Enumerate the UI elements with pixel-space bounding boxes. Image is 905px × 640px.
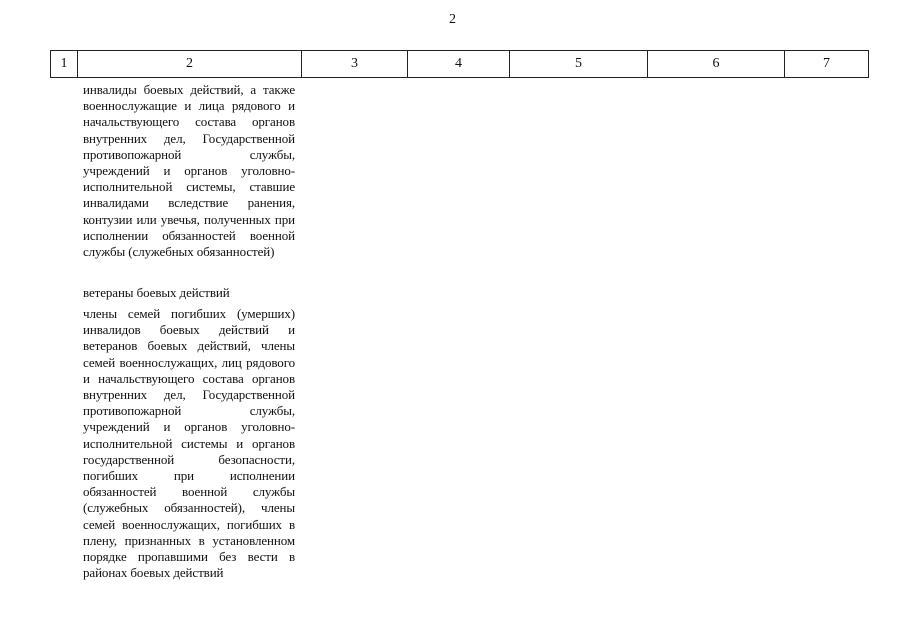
column-header-4: 4	[408, 51, 510, 78]
category-combat-veterans: ветераны боевых действий	[83, 285, 230, 300]
column-number-header-table	[50, 50, 869, 78]
column-header-6: 6	[648, 51, 785, 78]
column-header-5: 5	[510, 51, 648, 78]
page-number: 2	[449, 12, 456, 27]
header-row	[51, 51, 869, 78]
category-disabled-combat-veterans: инвалиды боевых действий, а также военнослужащие и лица рядового и начальствующего состава органов внутренних дел, Государственной противопожарной службы, учреждений и органов уголовно-исполнительной системы, ставшие инвалидами вследствие ранения, контузии или увечья, полученных при исполнении обязанностей военной службы (служебных обязанностей)	[83, 82, 295, 260]
category-family-members-of-deceased: члены семей погибших (умерших) инвалидов боевых действий и ветеранов боевых действий, члены семей военнослужащих, лиц рядового и начальствующего состава органов внутренних дел, Государственной противопожарной службы, учреждений и органов уголовно-исполнительной системы и органов государственной безопасности, погибших при исполнении обязанностей военной службы (служебных обязанностей), члены семей военнослужащих, погибших в плену, признанных в установленном порядке пропавшими без вести в районах боевых действий	[83, 306, 295, 581]
column-header-2: 2	[78, 51, 302, 78]
column-header-1: 1	[51, 51, 78, 78]
column-header-3: 3	[302, 51, 408, 78]
column-header-7: 7	[785, 51, 869, 78]
